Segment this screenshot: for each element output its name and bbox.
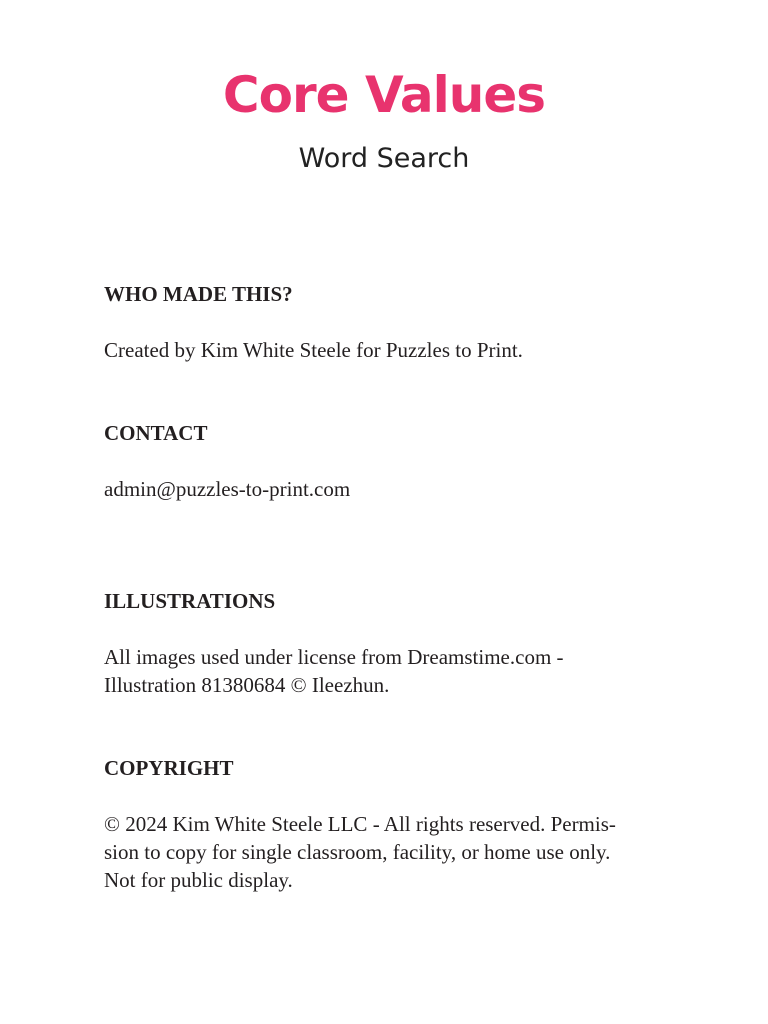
illustrations-text [104,643,674,699]
contact-email: admin@puzzles-to-print.com [104,477,351,501]
page-subtitle: Word Search [298,143,470,174]
illustrations-line: Illustration 81380684 © Ileezhun. [104,673,390,697]
who-made-this-line: Created by Kim White Steele for Puzzles to Print. [104,338,523,362]
contact-heading: CONTACT [104,421,208,445]
illustrations-line: All images used under license from Dreamstime.com - [104,645,564,669]
illustrations-heading: ILLUSTRATIONS [104,589,276,613]
who-made-this-text [104,336,674,364]
copyright-line: Not for public display. [104,868,293,892]
copyright-heading: COPYRIGHT [104,756,234,780]
page-title: Core Values [222,66,546,124]
who-made-this-heading: WHO MADE THIS? [104,282,293,306]
copyright-text [104,810,674,894]
copyright-line: © 2024 Kim White Steele LLC - All rights reserved. Permis- [104,812,616,836]
contact-text [104,475,674,503]
copyright-line: sion to copy for single classroom, facility, or home use only. [104,840,611,864]
